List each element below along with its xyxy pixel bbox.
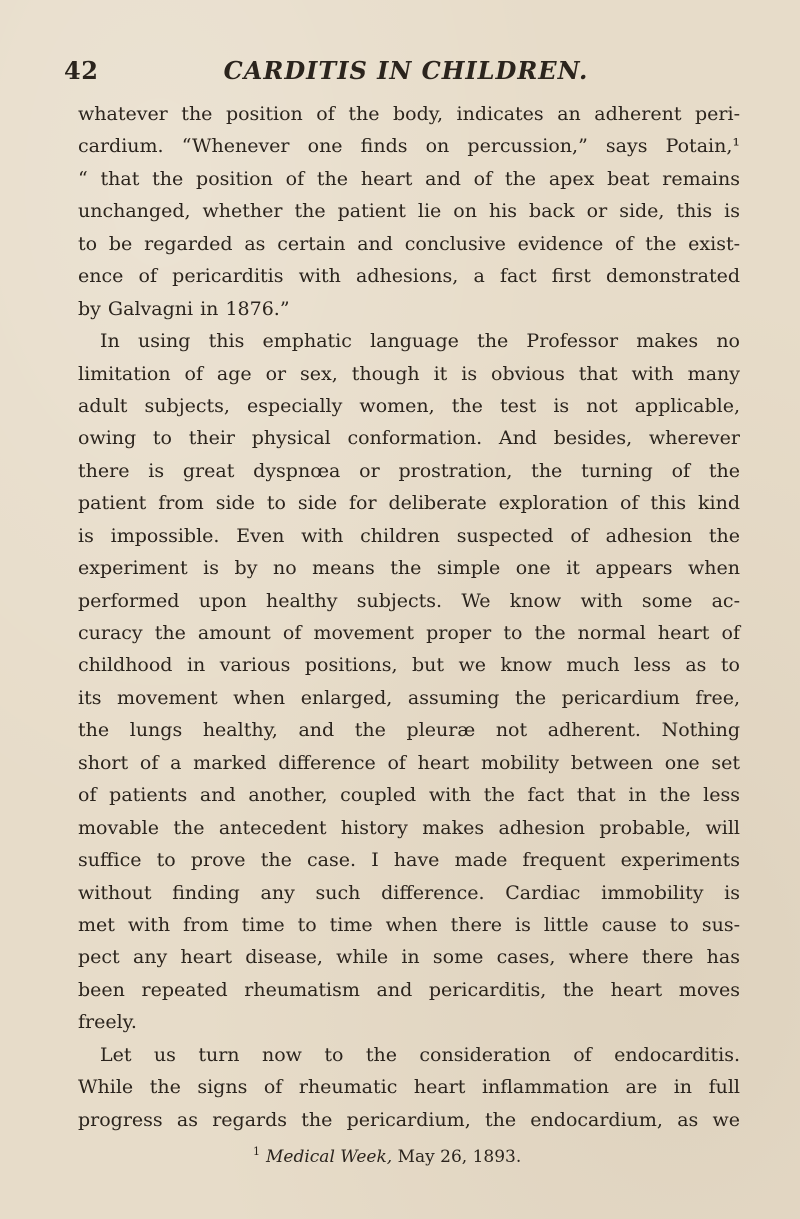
page-number: 42 [64,56,99,85]
paragraph-start-line: In using this emphatic language the Professor makes no [100,330,740,353]
text-line: adult subjects, especially women, the test is not applicable, [78,394,740,417]
text-line: progress as regards the pericardium, the endocardium, as we [78,1108,740,1131]
text-line: to be regarded as certain and conclusive evidence of the exist- [78,232,740,255]
text-line: is impossible. Even with children suspected of adhesion the [78,524,740,547]
text-line: been repeated rheumatism and pericarditis, the heart moves [78,978,740,1001]
text-line: experiment is by no means the simple one it appears when [78,557,740,580]
text-line: the lungs healthy, and the pleuræ not adherent. Nothing [78,719,740,742]
text-line: there is great dyspnœa or prostration, the turning of the [78,459,740,482]
text-line: its movement when enlarged, assuming the pericardium free, [78,686,740,709]
text-line: performed upon healthy subjects. We know with some ac- [78,589,740,612]
text-line: ence of pericarditis with adhesions, a fact first demonstrated [78,265,740,288]
text-line: unchanged, whether the patient lie on his back or side, this is [78,200,740,223]
text-line: While the signs of rheumatic heart inflammation are in full [78,1076,740,1099]
body-text [78,98,740,1136]
text-line: movable the antecedent history makes adhesion probable, will [78,816,740,839]
text-line: short of a marked difference of heart mobility between one set [78,751,740,774]
paragraph-start-line: Let us turn now to the consideration of endocarditis. [100,1043,740,1066]
text-line: childhood in various positions, but we know much less as to [78,654,740,677]
text-line: cardium. “Whenever one finds on percussion,” says Potain,¹ [78,135,740,158]
text-line: of patients and another, coupled with the fact that in the less [78,784,740,807]
running-head: CARDITIS IN CHILDREN. [223,56,589,85]
text-line: limitation of age or sex, though it is obvious that with many [78,362,740,385]
text-line: suffice to prove the case. I have made frequent experiments [78,849,740,872]
text-line: patient from side to side for deliberate exploration of this kind [78,492,740,515]
text-line: freely. [78,1011,137,1034]
text-line: without finding any such difference. Cardiac immobility is [78,881,740,904]
footnote-date: May 26, 1893. [397,1147,522,1167]
text-line: pect any heart disease, while in some cases, where there has [78,946,740,969]
text-line: whatever the position of the body, indicates an adherent peri- [78,103,740,125]
text-line: met with from time to time when there is little cause to sus- [78,913,740,936]
footnote [253,1145,521,1167]
text-line: curacy the amount of movement proper to the normal heart of [78,622,740,644]
text-line: owing to their physical conformation. And besides, wherever [78,427,740,450]
text-line: “ that the position of the heart and of the apex beat remains [78,167,740,190]
footnote-journal: Medical Week, [266,1147,393,1167]
page-header [64,56,748,92]
footnote-marker: 1 [253,1145,260,1158]
text-line: by Galvagni in 1876.” [78,297,290,320]
